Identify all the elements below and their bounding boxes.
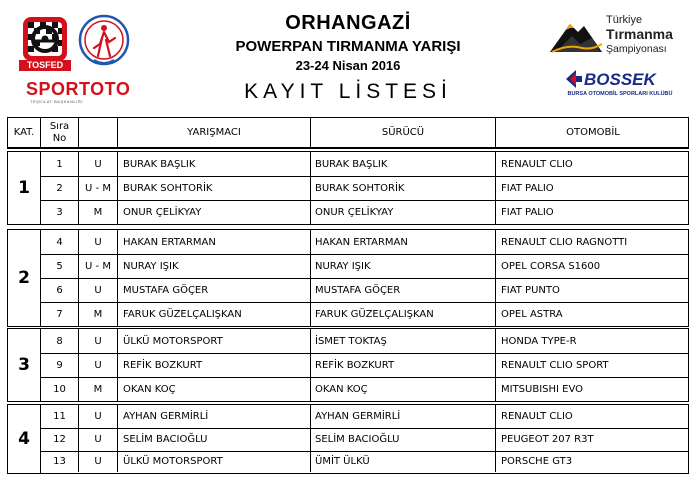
row-otomobil: HONDA TYPE-R [501,335,577,347]
championship-line1: Türkiye [606,14,643,26]
championship-line2: Tırmanma [606,26,673,42]
row-yarismaci: NURAY IŞIK [118,254,311,278]
header-sira [41,118,79,147]
row-type: U [79,405,118,428]
row-no: 5 [41,254,79,278]
row-otomobil: PORSCHE GT3 [501,456,573,467]
category-number: 1 [8,152,41,224]
header-otomobil: OTOMOBİL [566,127,620,138]
row-yarismaci: OKAN KOÇ [118,377,311,401]
row-yarismaci: HAKAN ERTARMAN [118,230,311,254]
row-yarismaci: AYHAN GERMİRLİ [118,405,311,428]
spor-toto-sublabel: TEŞKİLAT BAŞKANLIĞI [30,99,83,104]
row-type: U [79,428,118,451]
row-surucu: ONUR ÇELİKYAY [311,200,496,224]
row-surucu: NURAY IŞIK [311,254,496,278]
row-yarismaci: MUSTAFA GÖÇER [118,278,311,302]
category-number: 3 [8,329,41,401]
row-otomobil: RENAULT CLIO [501,411,573,422]
mountain-logo-icon [548,14,604,54]
row-yarismaci: BURAK SOHTORİK [118,176,311,200]
row-otomobil: RENAULT CLIO [501,158,573,170]
page-title: KAYIT LİSTESİ [244,80,452,103]
row-otomobil: FIAT PALIO [501,206,554,218]
category-number: 4 [8,405,41,473]
spor-toto-logo: SPORTOTO [26,79,131,99]
row-surucu: FARUK GÜZELÇALIŞKAN [311,302,496,326]
row-type: U [79,230,118,254]
row-type: U [79,329,118,353]
header-sira-line1: Sıra [49,120,70,132]
table-row [41,254,688,279]
row-type: U [79,353,118,377]
row-otomobil: RENAULT CLIO SPORT [501,359,609,371]
row-surucu: OKAN KOÇ [311,377,496,401]
row-surucu: MUSTAFA GÖÇER [311,278,496,302]
row-type: U - M [79,176,118,200]
table-row [41,405,688,429]
row-no: 1 [41,152,79,176]
row-no: 2 [41,176,79,200]
row-yarismaci: ÜLKÜ MOTORSPORT [118,329,311,353]
bossek-logo-icon [562,68,678,90]
header-kat: KAT. [8,118,41,147]
row-type: U [79,278,118,302]
header-type [79,118,118,147]
table-row [41,428,688,452]
table-row [41,451,688,472]
row-surucu: AYHAN GERMİRLİ [311,405,496,428]
row-type: U [79,152,118,176]
row-no: 7 [41,302,79,326]
row-surucu: ÜMİT ÜLKÜ [311,451,496,472]
row-yarismaci: REFİK BOZKURT [118,353,311,377]
row-otomobil: FIAT PALIO [501,182,554,194]
row-otomobil: PEUGEOT 207 R3T [501,434,594,445]
table-header [7,117,689,149]
row-no: 10 [41,377,79,401]
row-surucu: HAKAN ERTARMAN [311,230,496,254]
row-type: M [79,200,118,224]
table-row [41,377,688,401]
category-number: 2 [8,230,41,326]
row-type: U - M [79,254,118,278]
row-no: 6 [41,278,79,302]
header-yarismaci: YARIŞMACI [118,118,311,147]
table-row [41,302,688,326]
row-yarismaci: FARUK GÜZELÇALIŞKAN [118,302,311,326]
event-location: ORHANGAZİ [285,12,411,34]
row-surucu: SELİM BACIOĞLU [311,428,496,451]
table-row [41,152,688,177]
entry-list-table [7,117,689,474]
row-type: M [79,302,118,326]
row-no: 9 [41,353,79,377]
row-surucu: İSMET TOKTAŞ [311,329,496,353]
page-header [0,0,696,112]
bossek-wordmark: BOSSEK [584,70,656,89]
row-no: 11 [41,405,79,428]
row-surucu: BURAK SOHTORİK [311,176,496,200]
championship-line3: Şampiyonası [606,43,667,55]
category-group [7,328,689,402]
row-yarismaci: SELİM BACIOĞLU [118,428,311,451]
row-no: 8 [41,329,79,353]
row-surucu: BURAK BAŞLIK [311,152,496,176]
table-row [41,230,688,255]
category-group [7,404,689,474]
row-type: M [79,377,118,401]
table-row [41,353,688,378]
table-row [41,176,688,201]
header-sira-line2: No [52,132,67,144]
row-yarismaci: ÜLKÜ MOTORSPORT [118,451,311,472]
row-no: 12 [41,428,79,451]
table-row [41,329,688,354]
table-row [41,278,688,303]
row-otomobil: RENAULT CLIO RAGNOTTI [501,236,628,248]
event-name: POWERPAN TIRMANMA YARIŞI [235,38,461,55]
category-group [7,229,689,327]
row-no: 3 [41,200,79,224]
row-surucu: REFİK BOZKURT [311,353,496,377]
row-otomobil: MITSUBISHI EVO [501,383,584,395]
row-otomobil: OPEL ASTRA [501,308,563,320]
event-date: 23-24 Nisan 2016 [295,58,401,73]
row-no: 13 [41,451,79,472]
row-otomobil: OPEL CORSA S1600 [501,260,601,272]
row-yarismaci: ONUR ÇELİKYAY [118,200,311,224]
row-no: 4 [41,230,79,254]
table-row [41,200,688,224]
tosfed-label: TOSFED [19,60,71,71]
row-otomobil: FIAT PUNTO [501,284,560,296]
bossek-sublabel: BURSA OTOMOBİL SPORLARI KULÜBÜ [567,91,673,97]
row-yarismaci: BURAK BAŞLIK [118,152,311,176]
header-surucu: SÜRÜCÜ [311,118,496,147]
category-group [7,151,689,225]
row-type: U [79,451,118,472]
